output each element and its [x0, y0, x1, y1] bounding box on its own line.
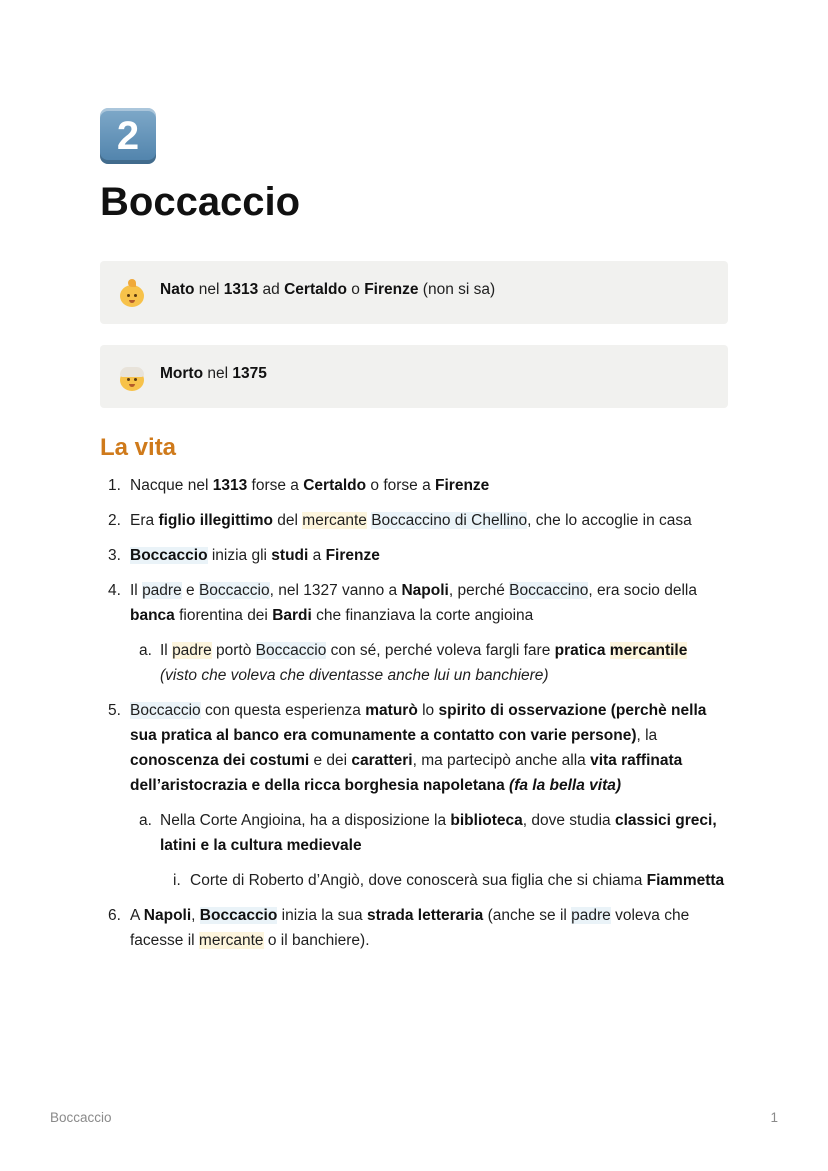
- nested-list: [160, 868, 728, 893]
- text-run: (non si sa): [418, 281, 496, 298]
- text-run: inizia gli: [207, 547, 272, 564]
- callout-text: [160, 279, 495, 301]
- text-run: inizia la sua: [277, 907, 367, 924]
- text-run: Firenze: [435, 477, 490, 494]
- list-item-text: [160, 812, 717, 854]
- text-run: Nato: [160, 281, 195, 298]
- text-run: con questa esperienza: [200, 702, 366, 719]
- text-run: nel: [194, 281, 224, 298]
- list-item-text: [160, 642, 687, 684]
- document-page: [100, 108, 728, 963]
- callout-birth: [100, 261, 728, 324]
- text-run: portò: [211, 642, 256, 659]
- text-run: Boccaccio: [130, 547, 208, 564]
- nested-list: [130, 808, 728, 893]
- text-run: che finanziava la corte angioina: [311, 607, 534, 624]
- text-run: vita raffinata dell’aristocrazia e della ricca borghesia napoletana: [130, 752, 683, 794]
- text-run: Fiammetta: [646, 872, 725, 889]
- list-item: [160, 868, 728, 893]
- text-run: Boccaccio: [130, 702, 201, 719]
- callout-death: [100, 345, 728, 408]
- text-run: Napoli: [401, 582, 449, 599]
- text-run: figlio illegittimo: [158, 512, 273, 529]
- text-run: 1313: [212, 477, 248, 494]
- text-run: conoscenza dei costumi: [130, 752, 310, 769]
- text-run: lo: [417, 702, 439, 719]
- list-item-text: [130, 512, 692, 529]
- list-number: a.: [139, 812, 152, 829]
- text-run: banca: [130, 607, 175, 624]
- text-run: forse a: [247, 477, 304, 494]
- text-run: mercante: [198, 932, 264, 949]
- text-run: (fa la bella vita): [509, 777, 622, 794]
- list-number: 2.: [108, 512, 121, 529]
- text-run: Il: [130, 582, 143, 599]
- text-run: , nel 1327 vanno a: [269, 582, 402, 599]
- text-run: Nella Corte Angioina, ha a disposizione la: [160, 812, 451, 829]
- text-run: Il: [160, 642, 173, 659]
- text-run: o forse a: [366, 477, 436, 494]
- list-item-text: [130, 582, 697, 624]
- list-number: 1.: [108, 477, 121, 494]
- text-run: a: [308, 547, 326, 564]
- text-run: Napoli: [143, 907, 192, 924]
- text-run: Boccaccino di Chellino: [371, 512, 528, 529]
- section-heading: La vita: [100, 434, 177, 461]
- text-run: studi: [271, 547, 309, 564]
- text-run: Boccaccino: [509, 582, 589, 599]
- text-run: e: [181, 582, 199, 599]
- list-item: [100, 473, 728, 498]
- old-man-face-icon: [118, 363, 146, 391]
- text-run: Firenze: [325, 547, 380, 564]
- page-number: 1: [770, 1110, 778, 1125]
- text-run: Morto: [160, 365, 204, 382]
- keycap-digit-two-icon: 2: [100, 108, 156, 164]
- text-run: , ma partecipò anche alla: [412, 752, 591, 769]
- text-run: pratica: [554, 642, 610, 659]
- text-run: biblioteca: [450, 812, 523, 829]
- text-run: Certaldo: [284, 281, 347, 298]
- text-run: , dove studia: [522, 812, 615, 829]
- text-run: Certaldo: [303, 477, 367, 494]
- text-run: padre: [571, 907, 611, 924]
- text-run: e dei: [309, 752, 352, 769]
- list-item: [100, 698, 728, 893]
- callout-text: [160, 363, 267, 385]
- nested-list: [130, 638, 728, 688]
- text-run: Firenze: [364, 281, 419, 298]
- list-item: [130, 808, 728, 893]
- list-number: a.: [139, 642, 152, 659]
- text-run: Boccaccio: [199, 907, 278, 924]
- text-run: voleva che facesse il: [130, 907, 690, 949]
- text-run: ,: [191, 907, 200, 924]
- text-run: caratteri: [351, 752, 413, 769]
- text-run: , perché: [448, 582, 510, 599]
- list-item-text: [130, 907, 689, 949]
- text-run: o: [346, 281, 365, 298]
- numbered-list: [100, 473, 728, 953]
- list-number: 5.: [108, 702, 121, 719]
- list-number: 3.: [108, 547, 121, 564]
- text-run: Bardi: [272, 607, 312, 624]
- text-run: classici greci, latini e la cultura medievale: [160, 812, 717, 854]
- text-run: con sé, perché voleva fargli fare: [326, 642, 555, 659]
- list-number: 4.: [108, 582, 121, 599]
- list-item: [100, 903, 728, 953]
- text-run: Boccaccio: [255, 642, 327, 659]
- text-run: A: [130, 907, 144, 924]
- text-run: Boccaccio: [198, 582, 270, 599]
- text-run: (visto che voleva che diventasse anche lui un banchiere): [160, 667, 549, 684]
- list-item: [100, 578, 728, 688]
- text-run: del: [272, 512, 303, 529]
- text-run: o il banchiere).: [263, 932, 370, 949]
- list-item-text: [190, 872, 724, 889]
- page-title: Boccaccio: [100, 180, 301, 224]
- footer-title: Boccaccio: [50, 1110, 112, 1125]
- baby-face-icon: [118, 279, 146, 307]
- text-run: nel: [203, 365, 233, 382]
- text-run: Nacque nel: [130, 477, 213, 494]
- list-item-text: [130, 477, 489, 494]
- text-run: , era socio della: [588, 582, 697, 599]
- text-run: 1375: [232, 365, 267, 382]
- list-item: [100, 543, 728, 568]
- text-run: fiorentina dei: [174, 607, 273, 624]
- list-item: [100, 508, 728, 533]
- text-run: Corte di Roberto d’Angiò, dove conoscerà sua figlia che si chiama: [190, 872, 647, 889]
- text-run: padre: [142, 582, 182, 599]
- list-number: 6.: [108, 907, 121, 924]
- text-run: (anche se il: [483, 907, 572, 924]
- text-run: , che lo accoglie in casa: [527, 512, 692, 529]
- text-run: ad: [258, 281, 285, 298]
- text-run: mercantile: [609, 642, 688, 659]
- text-run: , la: [636, 727, 658, 744]
- text-run: spirito di osservazione (perchè nella sua pratica al banco era comunamente a contatto con varie persone): [130, 702, 707, 744]
- text-run: padre: [172, 642, 212, 659]
- text-run: maturò: [365, 702, 418, 719]
- text-run: mercante: [302, 512, 367, 529]
- list-number: i.: [173, 872, 181, 889]
- list-item-text: [130, 547, 380, 564]
- list-item-text: [130, 702, 706, 794]
- text-run: Era: [130, 512, 159, 529]
- list-item: [130, 638, 728, 688]
- text-run: 1313: [223, 281, 259, 298]
- text-run: strada letteraria: [366, 907, 484, 924]
